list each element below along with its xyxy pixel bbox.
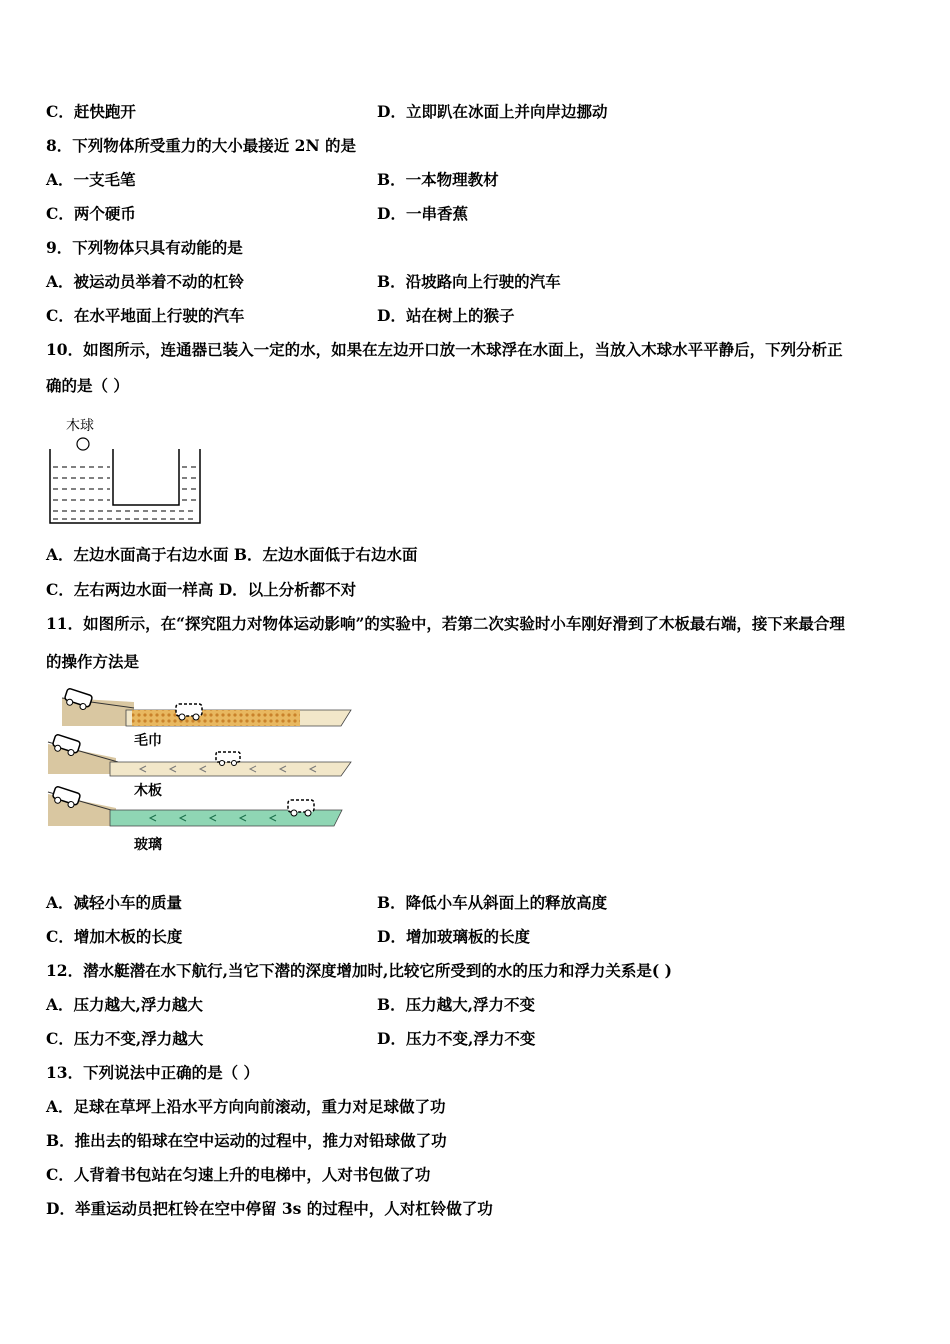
towel-label: 毛巾 bbox=[134, 733, 162, 749]
q10-stem-line1: 10．如图所示，连通器已装入一定的水，如果在左边开口放一木球浮在水面上，当放入木球水平平静后，下列分析正 bbox=[46, 340, 843, 359]
wooden-ball-label: 木球 bbox=[66, 418, 94, 434]
q7-option-d: D．立即趴在冰面上并向岸边挪动 bbox=[377, 102, 608, 121]
q8-option-a: A．一支毛笔 bbox=[46, 170, 136, 189]
water-lines bbox=[53, 467, 197, 519]
q9-option-a: A．被运动员举着不动的杠铃 bbox=[46, 272, 245, 291]
wooden-ball bbox=[77, 438, 89, 450]
q11-option-b: B．降低小车从斜面上的释放高度 bbox=[377, 893, 608, 912]
q12-stem: 12．潜水艇潜在水下航行,当它下潜的深度增加时,比较它所受到的水的压力和浮力关系是( ) bbox=[46, 961, 672, 980]
q11-option-d: D．增加玻璃板的长度 bbox=[377, 927, 530, 946]
q11-option-c: C．增加木板的长度 bbox=[46, 927, 183, 946]
glass-label: 玻璃 bbox=[134, 837, 162, 853]
q7-option-c: C．赶快跑开 bbox=[46, 102, 136, 121]
connected-vessel-figure bbox=[46, 415, 206, 527]
q11-option-a: A．减轻小车的质量 bbox=[46, 893, 183, 912]
vessel-outer-wall bbox=[50, 449, 200, 523]
q13-option-b: B．推出去的铅球在空中运动的过程中，推力对铅球做了功 bbox=[46, 1131, 447, 1150]
q13-option-a: A．足球在草坪上沿水平方向向前滚动，重力对足球做了功 bbox=[46, 1097, 446, 1116]
q9-option-d: D．站在树上的猴子 bbox=[377, 306, 515, 325]
ramp-glass bbox=[48, 786, 342, 826]
q10-stem-line2: 确的是（ ） bbox=[46, 376, 129, 395]
friction-experiment-diagram bbox=[46, 682, 356, 857]
q9-stem: 9．下列物体只具有动能的是 bbox=[46, 238, 243, 257]
q9-option-b: B．沿坡路向上行驶的汽车 bbox=[377, 272, 561, 291]
ramp-wood bbox=[48, 734, 351, 776]
q8-option-c: C．两个硬币 bbox=[46, 204, 136, 223]
q8-option-d: D．一串香蕉 bbox=[377, 204, 468, 223]
q13-stem: 13．下列说法中正确的是（ ） bbox=[46, 1063, 259, 1082]
q8-option-b: B．一本物理教材 bbox=[377, 170, 499, 189]
q10-options-ab: A．左边水面高于右边水面 B．左边水面低于右边水面 bbox=[46, 545, 418, 564]
wood-label: 木板 bbox=[134, 783, 162, 799]
q11-stem-line2: 的操作方法是 bbox=[46, 652, 140, 671]
vessel-inner-wall bbox=[113, 449, 179, 505]
q12-option-d: D．压力不变,浮力不变 bbox=[377, 1029, 536, 1048]
q11-stem-line1: 11．如图所示，在“探究阻力对物体运动影响”的实验中，若第二次实验时小车刚好滑到了木板最右端，接下来最合理 bbox=[46, 614, 845, 633]
q8-stem: 8．下列物体所受重力的大小最接近 2N 的是 bbox=[46, 136, 357, 155]
q12-option-c: C．压力不变,浮力越大 bbox=[46, 1029, 204, 1048]
q13-option-d: D．举重运动员把杠铃在空中停留 3s 的过程中，人对杠铃做了功 bbox=[46, 1199, 493, 1218]
q12-option-a: A．压力越大,浮力越大 bbox=[46, 995, 203, 1014]
q12-option-b: B．压力越大,浮力不变 bbox=[377, 995, 535, 1014]
q10-options-cd: C．左右两边水面一样高 D．以上分析都不对 bbox=[46, 580, 357, 599]
friction-experiment-figure bbox=[46, 682, 356, 857]
ramp-towel bbox=[62, 688, 351, 726]
q13-option-c: C．人背着书包站在匀速上升的电梯中，人对书包做了功 bbox=[46, 1165, 431, 1184]
q9-option-c: C．在水平地面上行驶的汽车 bbox=[46, 306, 245, 325]
